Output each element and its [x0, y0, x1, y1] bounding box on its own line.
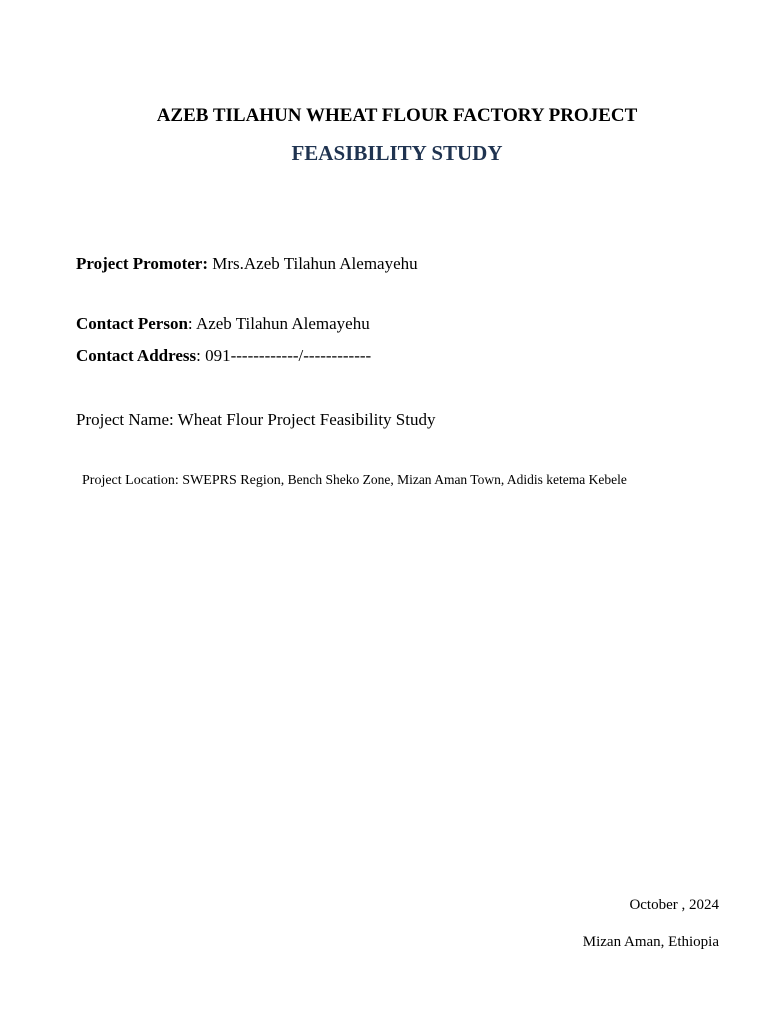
project-name-line: Project Name: Wheat Flour Project Feasibility Study: [76, 410, 436, 429]
project-promoter-value: Mrs.Azeb Tilahun Alemayehu: [207, 254, 418, 273]
project-promoter-label: Project Promoter:: [76, 254, 208, 273]
contact-person-value: : Azeb Tilahun Alemayehu: [187, 314, 370, 333]
contact-address-line: [76, 346, 371, 366]
document-date: October , 2024: [629, 897, 719, 913]
project-location-line: [82, 472, 627, 489]
contact-person-label: Contact Person: [76, 314, 188, 333]
contact-address-value: : 091------------/------------: [196, 346, 372, 365]
contact-address-label: Contact Address: [76, 346, 197, 365]
document-place: Mizan Aman, Ethiopia: [582, 934, 719, 950]
document-title: AZEB TILAHUN WHEAT FLOUR FACTORY PROJECT: [156, 105, 638, 126]
project-promoter-line: [76, 254, 418, 274]
project-location-value: Bench Sheko Zone, Mizan Aman Town, Adidis ketema Kebele: [284, 472, 627, 487]
project-location-label: Project Location: SWEPRS Region,: [82, 473, 285, 488]
contact-person-line: [76, 314, 370, 334]
document-subtitle: FEASIBILITY STUDY: [291, 141, 503, 165]
